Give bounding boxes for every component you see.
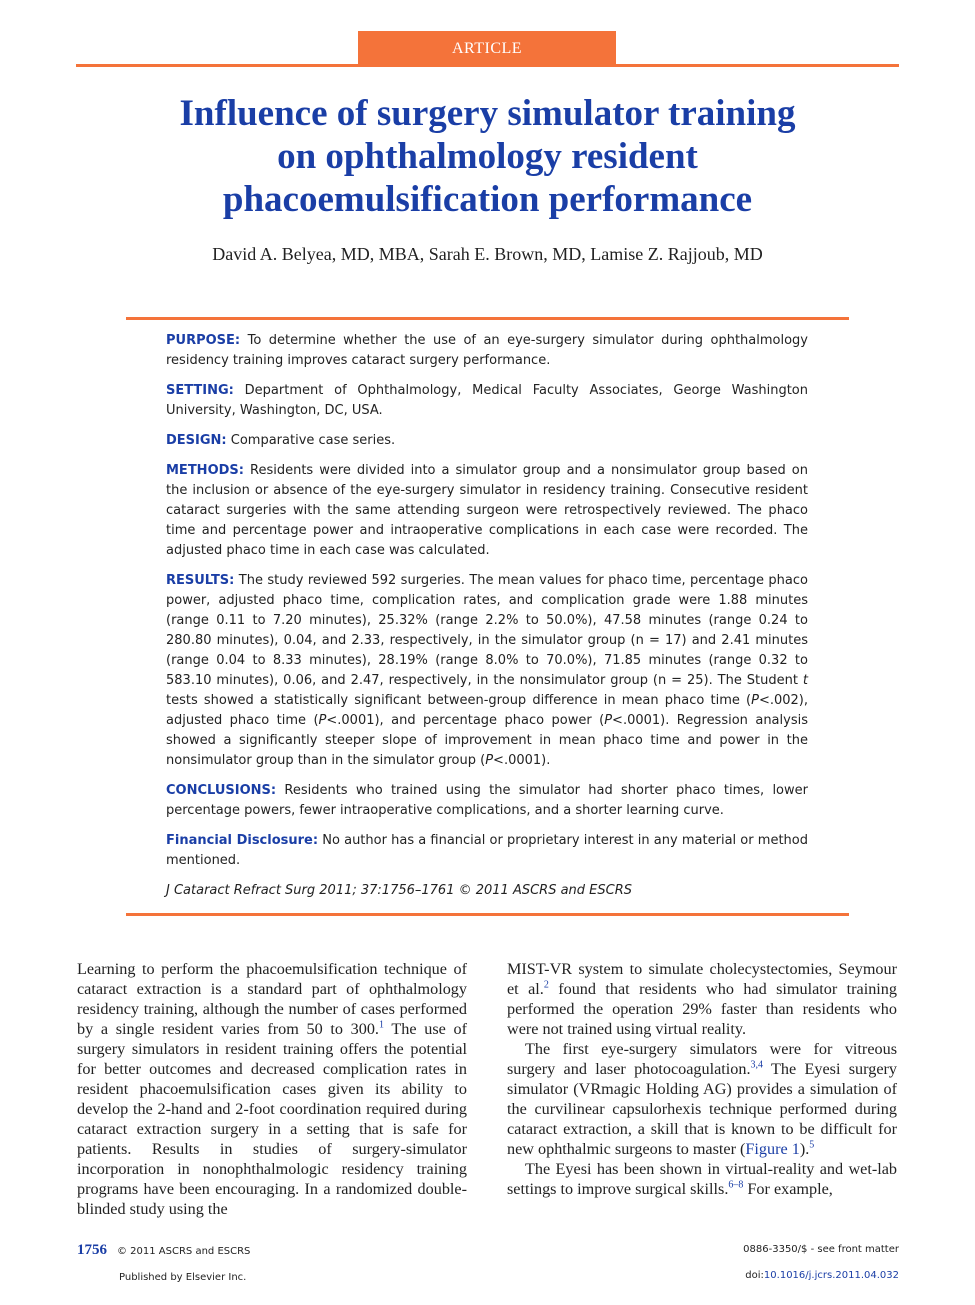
p-value-italic: P bbox=[604, 713, 613, 728]
abstract-conclusions bbox=[166, 781, 808, 821]
abstract-setting bbox=[166, 381, 808, 421]
results-text: The study reviewed 592 surgeries. The mean values for phaco time, percentage phaco power, adjusted phaco time, complication rates, and complication grade were 1.88 minutes (range 0.11 to 7.20 minutes), 25.32% (range 2.2% to 50.0%), 47.58 minutes (range 0.24 to 280.80 minutes), 0.04, and 2.33, respectively, in the simulator group (n = 17) and 2.41 minutes (range 0.04 to 8.33 minutes), 28.19% (range 8.0% to 70.0%), 71.85 minutes (range 0.32 to 583.10 minutes), 0.06, and 2.47, respectively, in the nonsimulator group (n = 25). The Student bbox=[166, 573, 808, 688]
results-label: RESULTS: bbox=[166, 573, 235, 588]
doi-link[interactable]: 10.1016/j.jcrs.2011.04.032 bbox=[763, 1270, 899, 1281]
body-column-left bbox=[77, 959, 467, 1219]
abstract-methods bbox=[166, 461, 808, 561]
results-text: <.0001). bbox=[493, 753, 551, 768]
header-rule bbox=[76, 64, 899, 67]
abstract-results bbox=[166, 571, 808, 771]
body-text: ). bbox=[799, 1140, 810, 1158]
body-text: MIST-VR system to simulate cholecystectomies, Seymour et al. bbox=[507, 960, 897, 998]
setting-text: Department of Ophthalmology, Medical Faculty Associates, George Washington University, Washington, DC, USA. bbox=[166, 383, 808, 418]
abstract-bottom-rule bbox=[126, 913, 849, 916]
footer-right bbox=[743, 1240, 899, 1286]
title-line: on ophthalmology resident bbox=[277, 136, 698, 177]
body-paragraph bbox=[507, 959, 897, 1039]
title-line: phacoemulsification performance bbox=[222, 179, 753, 220]
abstract-design bbox=[166, 431, 808, 451]
footer-publisher: Published by Elsevier Inc. bbox=[119, 1272, 247, 1283]
footer-copyright: © 2011 ASCRS and ESCRS bbox=[117, 1246, 251, 1257]
results-text: tests showed a statistically significant between-group difference in mean phaco time ( bbox=[166, 693, 752, 708]
body-text: The Eyesi surgery simulator (VRmagic Holding AG) provides a simulation of the curvilinear capsulorhexis technique performed during cataract extraction, a skill that is known to be difficult for new ophthalmic surgeons to master ( bbox=[507, 1060, 898, 1158]
purpose-text: To determine whether the use of an eye-surgery simulator during ophthalmology residency training improves cataract surgery performance. bbox=[166, 333, 808, 368]
p-value-italic: P bbox=[318, 713, 327, 728]
reference-link[interactable]: 1 bbox=[378, 1019, 384, 1031]
conclusions-label: CONCLUSIONS: bbox=[166, 783, 277, 798]
doi-label: doi: bbox=[745, 1270, 764, 1281]
footer-left bbox=[77, 1240, 250, 1288]
results-text: <.0001), and percentage phaco power ( bbox=[326, 713, 605, 728]
purpose-label: PURPOSE: bbox=[166, 333, 241, 348]
body-paragraph bbox=[507, 1159, 897, 1199]
article-section-tab: ARTICLE bbox=[358, 31, 616, 65]
reference-link[interactable]: 3,4 bbox=[750, 1059, 764, 1071]
footer-doi bbox=[743, 1266, 899, 1286]
body-text: The first eye-surgery simulators were for vitreous surgery and laser photocoagulation. bbox=[507, 1040, 897, 1078]
author-list: David A. Belyea, MD, MBA, Sarah E. Brown, MD, Lamise Z. Rajjoub, MD bbox=[212, 244, 763, 264]
abstract-purpose bbox=[166, 331, 808, 371]
abstract-disclosure bbox=[166, 831, 808, 871]
body-text: For example, bbox=[747, 1180, 833, 1198]
disclosure-text: No author has a financial or proprietary interest in any material or method mentioned. bbox=[166, 833, 808, 868]
setting-label: SETTING: bbox=[166, 383, 234, 398]
conclusions-text: Residents who trained using the simulator had shorter phaco times, lower percentage powers, fewer intraoperative complications, and a shorter learning curve. bbox=[166, 783, 808, 818]
results-text: <.002), adjusted phaco time ( bbox=[166, 693, 808, 728]
design-text: Comparative case series. bbox=[230, 433, 396, 448]
body-paragraph bbox=[77, 959, 467, 1219]
body-text: The Eyesi has been shown in virtual-reality and wet-lab settings to improve surgical skills. bbox=[507, 1160, 897, 1198]
methods-text: Residents were divided into a simulator group and a nonsimulator group based on the inclusion or absence of the eye-surgery simulator in residency training. Consecutive resident cataract surgeries with the same attending surgeon were retrospectively reviewed. The phaco time and percentage power and intraoperative complications in each case were recorded. The adjusted phaco time in each case was calculated. bbox=[166, 463, 808, 558]
results-text: <.0001). Regression analysis showed a significantly steeper slope of improvement in mean phaco time and power in the nonsimulator group than in the simulator group ( bbox=[166, 713, 808, 768]
body-column-right bbox=[507, 959, 897, 1199]
reference-link[interactable]: 5 bbox=[809, 1139, 815, 1151]
journal-citation: J Cataract Refract Surg 2011; 37:1756–1761 © 2011 ASCRS and ESCRS bbox=[166, 883, 633, 898]
body-text: found that residents who had simulator training performed the operation 29% faster than residents who were not trained using virtual reality. bbox=[507, 980, 897, 1038]
design-label: DESIGN: bbox=[166, 433, 227, 448]
title-line: Influence of surgery simulator training bbox=[179, 93, 796, 134]
page-number: 1756 bbox=[77, 1242, 107, 1258]
results-t-italic: t bbox=[802, 673, 808, 688]
methods-label: METHODS: bbox=[166, 463, 244, 478]
article-title bbox=[80, 92, 895, 221]
reference-link[interactable]: 6–8 bbox=[728, 1179, 744, 1191]
abstract bbox=[166, 331, 808, 911]
body-text: Learning to perform the phacoemulsification technique of cataract extraction is a standard part of ophthalmology residency training, although the number of cases performed by a single resident varies from 50 to 300. bbox=[77, 960, 467, 1038]
p-value-italic: P bbox=[751, 693, 759, 708]
figure-link[interactable]: Figure 1 bbox=[745, 1140, 800, 1158]
reference-link[interactable]: 2 bbox=[543, 979, 549, 991]
abstract-top-rule bbox=[126, 317, 849, 320]
p-value-italic: P bbox=[485, 753, 494, 768]
body-text: The use of surgery simulators in resident training offers the potential for better outcomes and decreased complication rates in resident phacoemulsification cases given its ability to develop the 2-hand and 2-foot coordination required during cataract extraction surgery in a setting that is safe for patients. Results in studies of surgery-simulator incorporation in nonophthalmologic residency training programs have been encouraging. In a randomized double-blinded study using the bbox=[77, 1020, 467, 1218]
footer-issn: 0886-3350/$ - see front matter bbox=[743, 1244, 899, 1255]
disclosure-label: Financial Disclosure: bbox=[166, 833, 319, 848]
body-paragraph bbox=[507, 1039, 897, 1159]
